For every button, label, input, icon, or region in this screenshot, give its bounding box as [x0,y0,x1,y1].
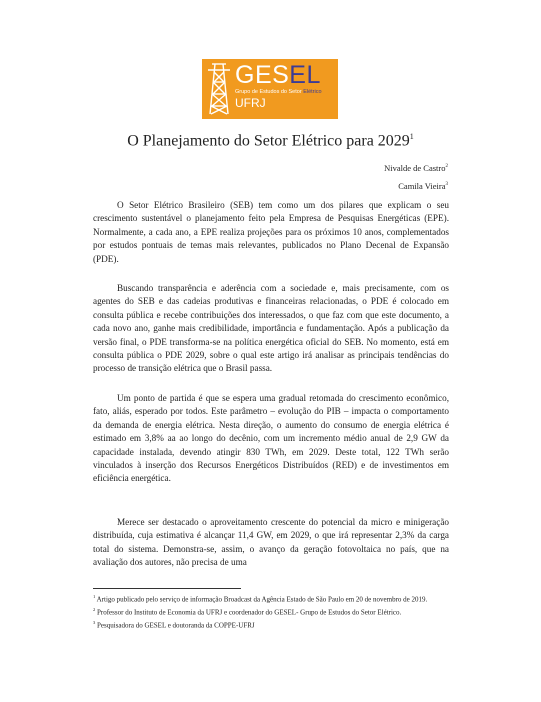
author-2: Camila Vieira$^3$ [398,181,448,191]
paragraph-2: Buscando transparência e aderência com a sociedade e, mais precisamente, com os agentes do SEB e das cadeias produtivas e financeiras relacionadas, o PDE é colocado em consulta pública e recebe contribuições dos interessados, o que faz com que este documento, a cada novo ano, ganhe mais credibilidade, importância e fundamentação. Após a publicação da versão final, o PDE transforma-se na política energética oficial do SEB. No momento, está em consulta pública o PDE 2029, sobre o qual este artigo irá analisar as principais tendências do processo de transição elétrica que o Brasil passa. [93,283,449,374]
author-1: Nivalde de Castro$^2$ [384,163,448,173]
footnote-2: $^2$ Professor do Instituto de Economia da UFRJ e coordenador do GESEL- Grupo de Estudos do Setor Elétrico. [93,606,402,617]
transmission-tower-icon [206,62,232,116]
logo-brand: GESEL [235,61,321,89]
gesel-logo [202,59,338,119]
paragraph-4: Merece ser destacado o aproveitamento crescente do potencial da micro e minigeração distribuída, cuja estimativa é alcançar 11,4 GW, em 2029, o que irá representar 2,3% da carga total do sistema. Demonstra-se, assim, o avanço da geração fotovoltaica no país, que na avaliação dos autores, não precisa de uma [93,517,449,568]
logo-text [235,62,322,110]
footnotes [93,592,449,631]
paragraph-1: O Setor Elétrico Brasileiro (SEB) tem como um dos pilares que explicam o seu crescimento sustentável o planejamento feito pela Empresa de Pesquisas Energéticas (EPE). Normalmente, a cada ano, a EPE realiza projeções para os próximos 10 anos, complementados por estudos pontuais de temas mais relevantes, publicados no Plano Decenal de Expansão (PDE). [93,200,449,264]
paragraph-3: Um ponto de partida é que se espera uma gradual retomada do crescimento econômico, fato, aliás, esperado por todos. Este parâmetro – evolução do PIB – impacta o comportamento da demanda de energia elétrica. Nesta direção, o aumento do consumo de energia elétrica é estimado em 3,8% aa ao longo do decênio, com um incremento médio anual de 2,9 GW da capacidade instalada, devendo atingir 830 TWh, em 2029. Deste total, 122 TWh serão vinculados à inserção dos Recursos Energéticos Distribuídos (RED) e de investimentos em eficiência energética. [93,393,449,484]
logo-university: UFRJ [235,96,266,110]
title-footnote-marker: 1 [409,132,414,141]
logo-subtitle: Grupo de Estudos do Setor Elétrico [235,89,322,95]
footnote-3: $^3$ Pesquisadora do GESEL e doutoranda da COPPE-UFRJ [93,619,255,630]
footnote-1: $^1$ Artigo publicado pelo serviço de informação Broadcast da Agência Estado de São Paulo em 20 de novembro de 2019. [93,594,428,604]
document-title: O Planejamento do Setor Elétrico para 2029$^1$ [127,132,414,150]
footnote-divider [93,588,241,589]
